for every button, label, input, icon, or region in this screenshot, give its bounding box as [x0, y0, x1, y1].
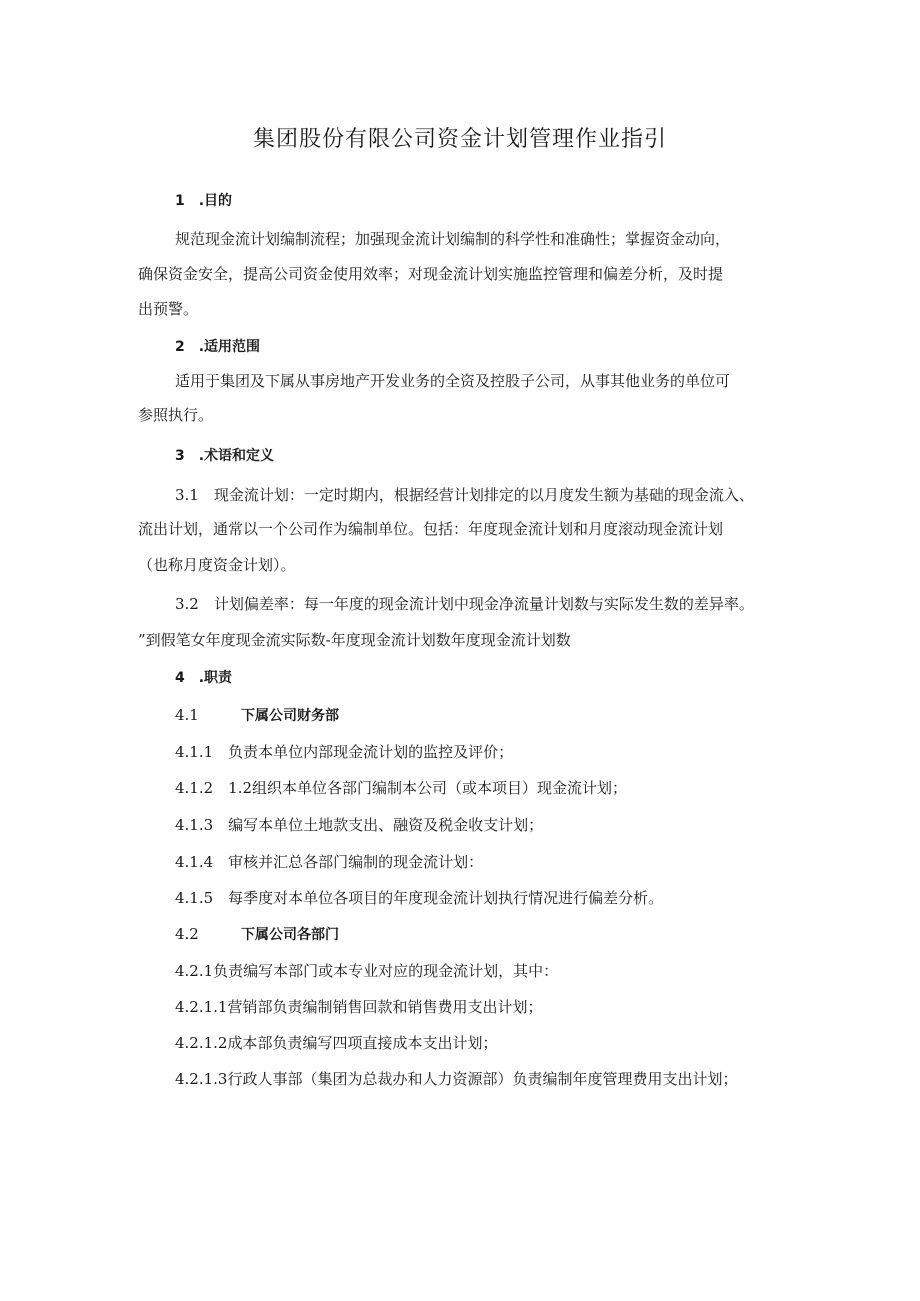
subsection-4-2 [175, 924, 339, 945]
paragraph-line: 确保资金安全，提高公司资金使用效率；对现金流计划实施监控管理和偏差分析，及时提 [138, 265, 724, 283]
document-title: 集团股份有限公司资金计划管理作业指引 [252, 127, 667, 152]
section-3-heading: 3 .术语和定义 [175, 448, 275, 464]
definition-line: 3.2 计划偏差率：每一年度的现金流计划中现金净流量计划数与实际发生数的差异率。 [175, 595, 754, 613]
section-4-heading: 4 .职责 [175, 670, 233, 686]
list-item: 4.1.3 编写本单位土地款支出、融资及税金收支计划； [175, 816, 544, 834]
definition-line: 3.1 现金流计划：一定时期内，根据经营计划排定的以月度发生额为基础的现金流入、 [175, 486, 754, 504]
list-item: 4.1.2 1.2组织本单位各部门编制本公司（或本项目）现金流计划； [175, 779, 628, 797]
list-item: 4.2.1.2成本部负责编写四项直接成本支出计划； [175, 1034, 498, 1052]
list-item: 4.2.1.3行政人事部（集团为总裁办和人力资源部）负责编制年度管理费用支出计划； [175, 1070, 738, 1088]
section-1-heading: 1 .目的 [175, 193, 233, 209]
subsection-number: 4.2 [175, 925, 199, 943]
subsection-4-1 [175, 705, 339, 726]
paragraph-line: 参照执行。 [138, 406, 214, 424]
definition-line: 流出计划，通常以一个公司作为编制单位。包括：年度现金流计划和月度滚动现金流计划 [138, 520, 724, 538]
paragraph-line: 适用于集团及下属从事房地产开发业务的全资及控股子公司，从事其他业务的单位可 [175, 372, 731, 390]
formula-line: ”到假笔女年度现金流实际数-年度现金流计划数年度现金流计划数 [138, 631, 571, 649]
list-item: 4.1.1 负责本单位内部现金流计划的监控及评价； [175, 743, 514, 761]
list-item: 4.1.4 审核并汇总各部门编制的现金流计划： [175, 853, 484, 871]
subsection-title: 下属公司财务部 [241, 708, 339, 724]
subsection-number: 4.1 [175, 706, 199, 724]
paragraph-line: 规范现金流计划编制流程；加强现金流计划编制的科学性和准确性；掌握资金动向， [175, 230, 731, 248]
list-item: 4.2.1负责编写本部门或本专业对应的现金流计划，其中： [175, 962, 559, 980]
list-item: 4.2.1.1营销部负责编制销售回款和销售费用支出计划； [175, 998, 543, 1016]
definition-line: （也称月度资金计划）。 [138, 556, 296, 574]
section-2-heading: 2 .适用范围 [175, 339, 261, 355]
paragraph-line: 出预警。 [138, 300, 199, 318]
subsection-title: 下属公司各部门 [241, 927, 339, 943]
list-item: 4.1.5 每季度对本单位各项目的年度现金流计划执行情况进行偏差分析。 [175, 889, 664, 907]
